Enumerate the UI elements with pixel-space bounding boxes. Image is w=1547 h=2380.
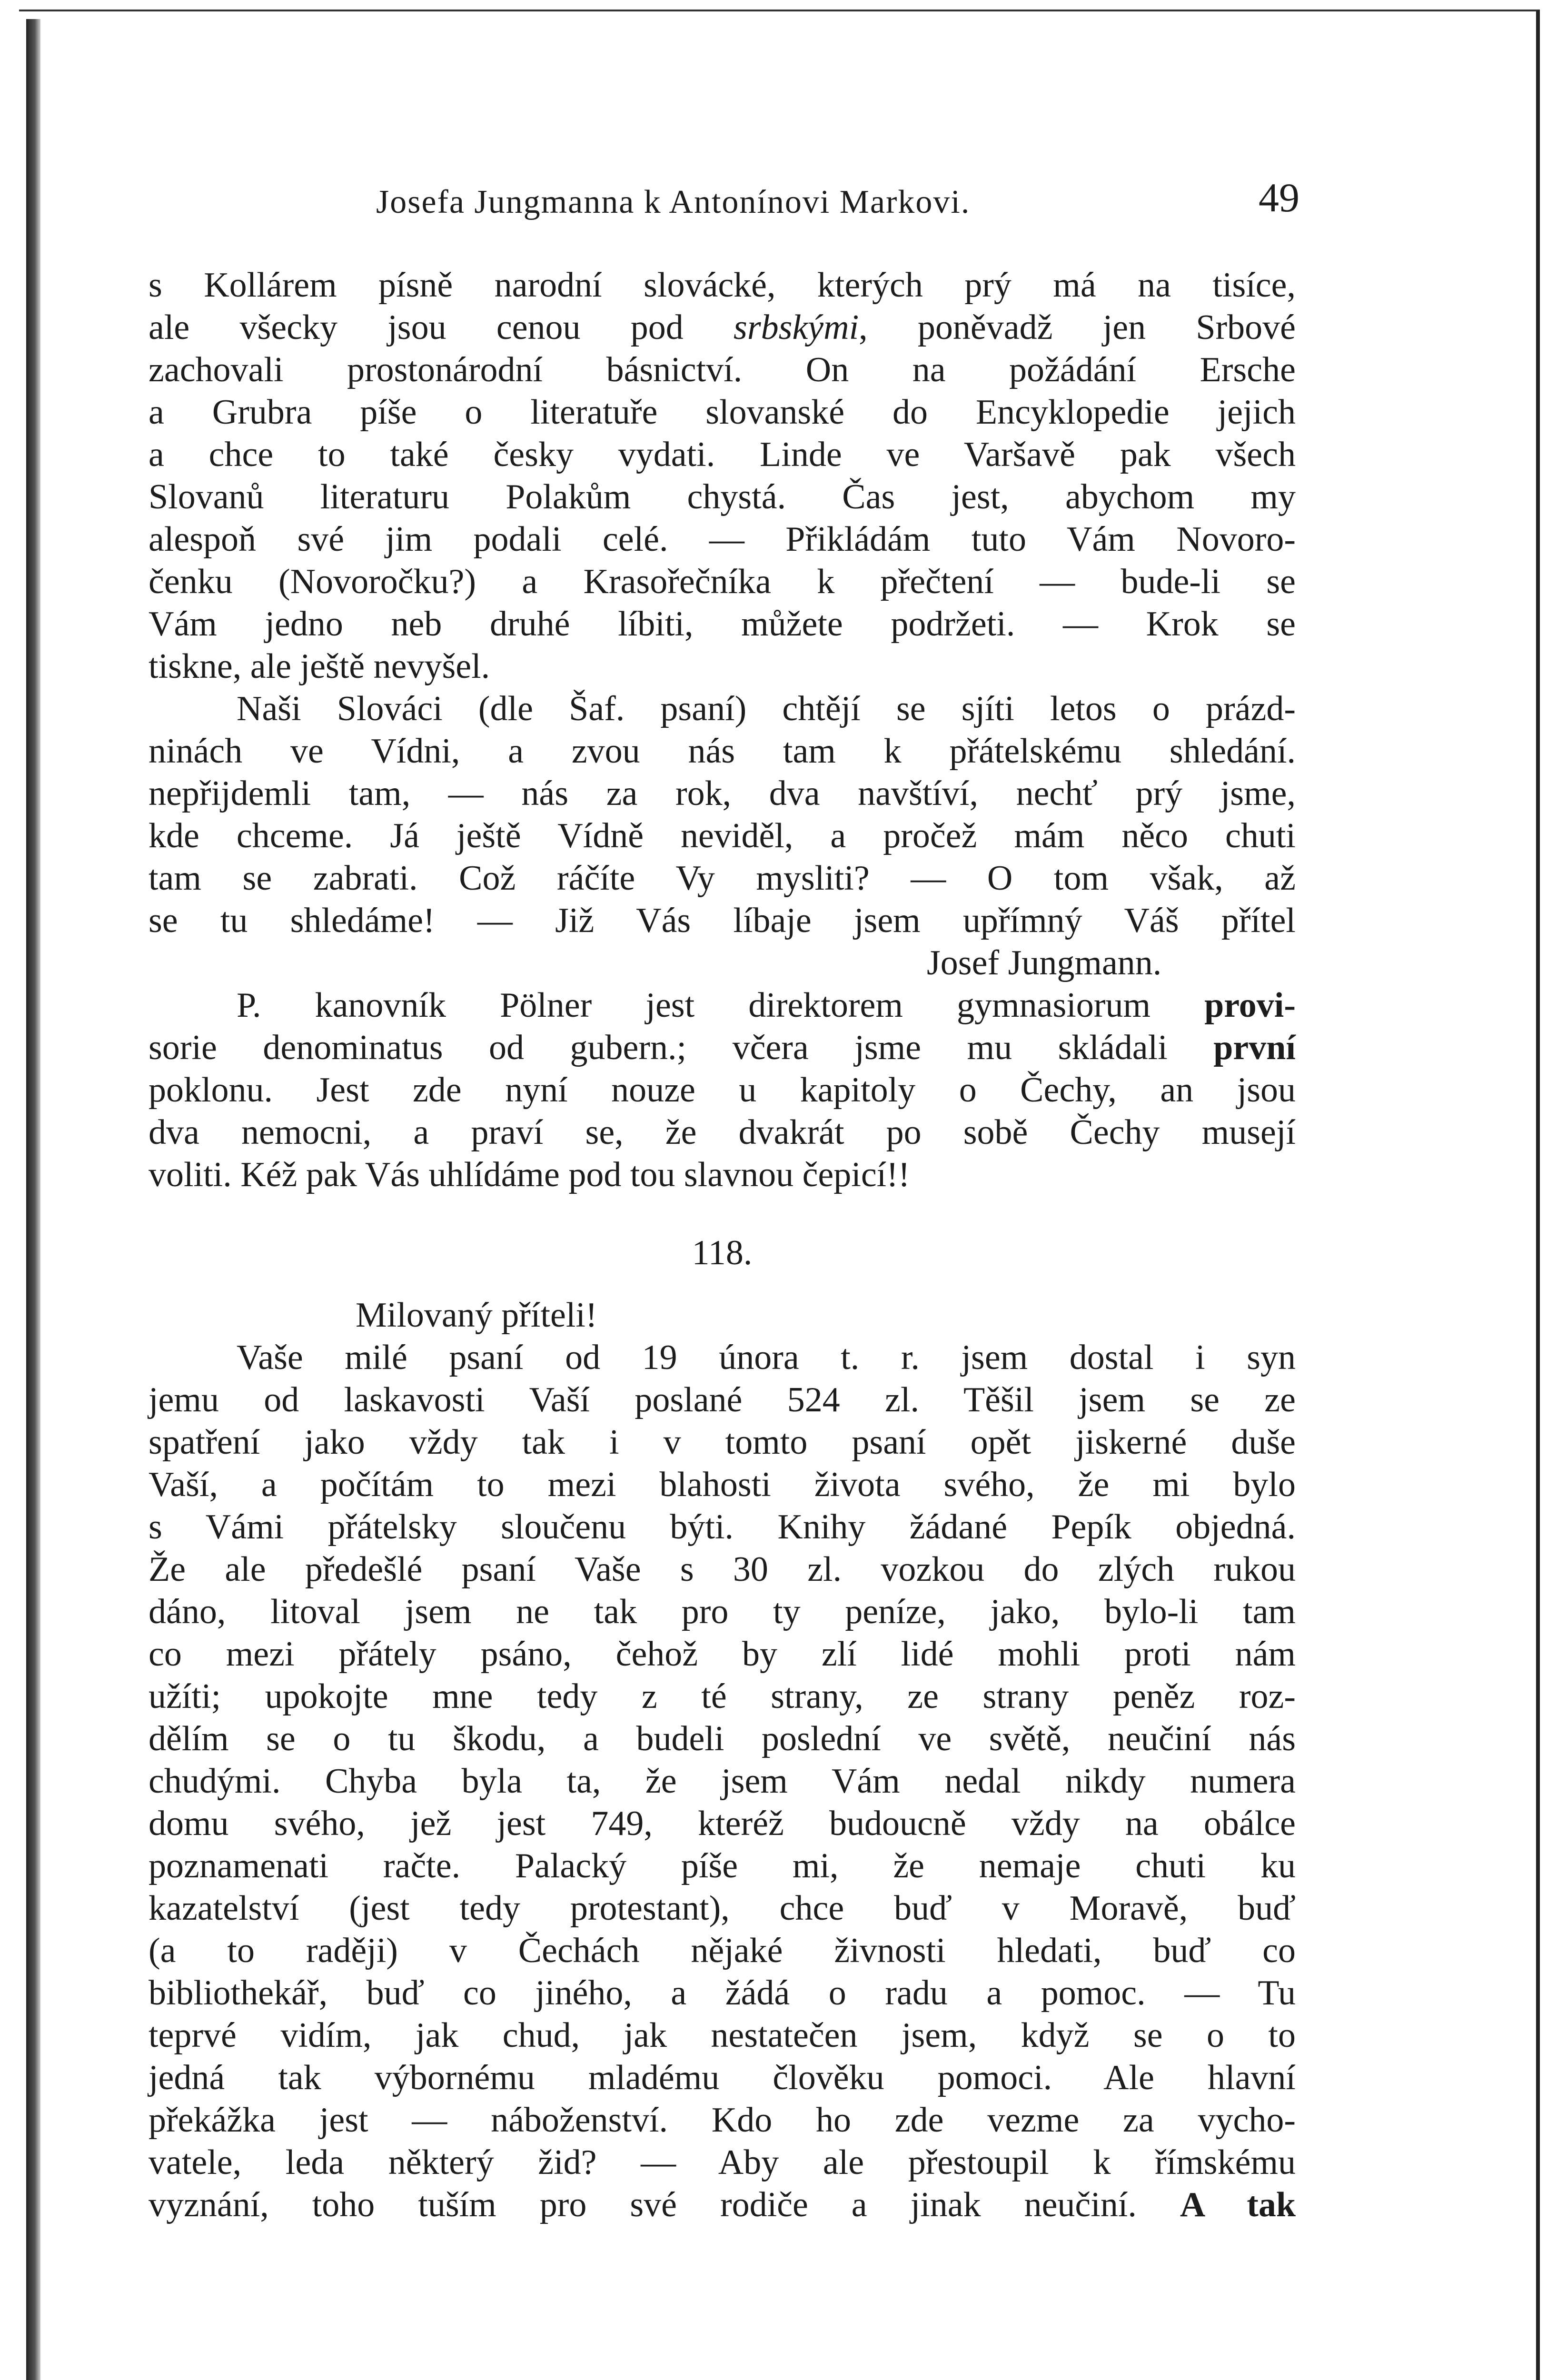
- text-line: chudými. Chyba byla ta, že jsem Vám nedal nikdy numera: [149, 1762, 1296, 1801]
- page-body: [149, 264, 1296, 2226]
- text-line: dáno, litoval jsem ne tak pro ty peníze, jako, bylo-li tam: [149, 1592, 1296, 1631]
- italic-word: srbskými: [734, 308, 859, 347]
- text-line: Naši Slováci (dle Šaf. psaní) chtějí se sjíti letos o prázd-: [237, 689, 1296, 728]
- text-line: voliti. Kéž pak Vás uhlídáme pod tou slavnou čepicí!!: [149, 1155, 910, 1194]
- text-line: P. kanovník Pölner jest direktorem gymnasiorum provi-: [237, 986, 1296, 1025]
- bold-word: první: [1213, 1028, 1296, 1067]
- text-line: Vaší, a počítám to mezi blahosti života svého, že mi bylo: [149, 1465, 1296, 1504]
- text-line: sorie denominatus od gubern.; včera jsme mu skládali první: [149, 1028, 1296, 1067]
- text-line: a chce to také česky vydati. Linde ve Varšavě pak všech: [149, 435, 1296, 474]
- text-line: vyznání, toho tuším pro své rodiče a jinak neučiní. A tak: [149, 2185, 1296, 2224]
- text-line: spatření jako vždy tak i v tomto psaní opět jiskerné duše: [149, 1423, 1296, 1462]
- text-line: nepřijdemli tam, — nás za rok, dva navštíví, nechť prý jsme,: [149, 774, 1296, 813]
- text-line: Vám jedno neb druhé líbiti, můžete podržeti. — Krok se: [149, 605, 1296, 644]
- text-line: překážka jest — náboženství. Kdo ho zde vezme za vycho-: [149, 2101, 1296, 2140]
- letter-number: 118.: [692, 1233, 753, 1272]
- text-line: se tu shledáme! — Již Vás líbaje jsem upřímný Váš přítel: [149, 901, 1296, 940]
- text-line: poklonu. Jest zde nyní nouze u kapitoly o Čechy, an jsou: [149, 1071, 1296, 1110]
- text-line: a Grubra píše o literatuře slovanské do Encyklopedie jejich: [149, 393, 1296, 432]
- text-line: jedná tak výbornému mladému člověku pomoci. Ale hlavní: [149, 2058, 1296, 2097]
- letter-signature: Josef Jungmann.: [927, 943, 1162, 982]
- text-line: Slovanů literaturu Polakům chystá. Čas jest, abychom my: [149, 477, 1296, 516]
- text-line: kazatelství (jest tedy protestant), chce buď v Moravě, buď: [149, 1889, 1296, 1928]
- text-line: Vaše milé psaní od 19 února t. r. jsem dostal i syn: [237, 1338, 1296, 1377]
- text-line: dva nemocni, a praví se, že dvakrát po sobě Čechy musejí: [149, 1113, 1296, 1152]
- text-line: čenku (Novoročku?) a Krasořečníka k přečtení — bude-li se: [149, 562, 1296, 601]
- text-line: kde chceme. Já ještě Vídně neviděl, a pročež mám něco chuti: [149, 816, 1296, 855]
- running-header: [148, 174, 1299, 240]
- text-line: jemu od laskavosti Vaší poslané 524 zl. Těšil jsem se ze: [149, 1380, 1296, 1419]
- salutation: Milovaný příteli!: [356, 1296, 597, 1335]
- text-line: ale všecky jsou cenou pod srbskými, poněvadž jen Srbové: [149, 308, 1296, 347]
- text-line: bibliothekář, buď co jiného, a žádá o radu a pomoc. — Tu: [149, 1973, 1296, 2013]
- book-spine-shadow: [26, 19, 40, 2380]
- text-line: užíti; upokojte mne tedy z té strany, ze strany peněz roz-: [149, 1677, 1296, 1716]
- text-line: alespoň své jim podali celé. — Přikládám tuto Vám Novoro-: [149, 520, 1296, 559]
- text-line: co mezi přátely psáno, čehož by zlí lidé mohli proti nám: [149, 1635, 1296, 1674]
- text-line: (a to raději) v Čechách nějaké živnosti hledati, buď co: [149, 1931, 1296, 1970]
- text-line: dělím se o tu škodu, a budeli poslední ve světě, neučiní nás: [149, 1719, 1296, 1758]
- text-line: s Vámi přátelsky sloučenu býti. Knihy žádané Pepík objedná.: [149, 1507, 1296, 1547]
- text-line: Že ale předešlé psaní Vaše s 30 zl. vozkou do zlých rukou: [149, 1550, 1296, 1589]
- text-line: teprvé vidím, jak chud, jak nestatečen jsem, když se o to: [149, 2016, 1296, 2055]
- text-line: vatele, leda některý žid? — Aby ale přestoupil k římskému: [149, 2143, 1296, 2182]
- text-line: zachovali prostonárodní básnictví. On na požádání Ersche: [149, 350, 1296, 389]
- text-line: domu svého, jež jest 749, kteréž budoucně vždy na obálce: [149, 1804, 1296, 1843]
- bold-word: provi-: [1204, 986, 1296, 1025]
- bold-word: A tak: [1180, 2185, 1296, 2224]
- header-title: Josefa Jungmanna k Antonínovi Markovi.: [376, 184, 971, 220]
- text-line: poznamenati račte. Palacký píše mi, že nemaje chuti ku: [149, 1846, 1296, 1885]
- text-line: tiskne, ale ještě nevyšel.: [149, 647, 490, 686]
- text-line: ninách ve Vídni, a zvou nás tam k přátelskému shledání.: [149, 732, 1296, 771]
- text-line: tam se zabrati. Což ráčíte Vy mysliti? — O tom však, až: [149, 859, 1296, 898]
- page-number: 49: [1259, 175, 1299, 220]
- text-line: s Kollárem písně narodní slovácké, kterých prý má na tisíce,: [149, 266, 1296, 305]
